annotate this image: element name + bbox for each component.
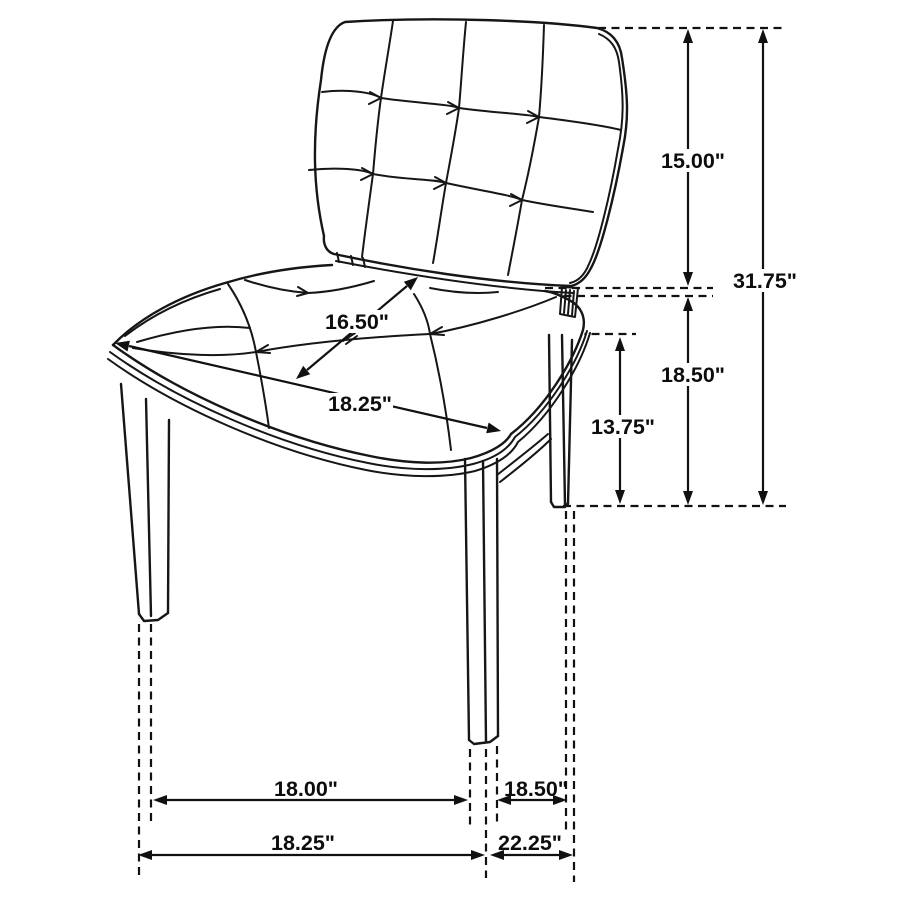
leg-guide-dashes bbox=[139, 511, 574, 882]
chair-leg-left bbox=[121, 384, 169, 621]
chair-drawing bbox=[108, 19, 627, 744]
dim-label-side-span-inner: 18.50" bbox=[504, 777, 568, 801]
dim-label-seat-front-height: 13.75" bbox=[591, 415, 655, 439]
chair-backrest bbox=[309, 19, 627, 286]
dim-front-span-inner bbox=[153, 777, 468, 805]
dim-label-back-cushion-height: 15.00" bbox=[661, 149, 725, 173]
dim-side-span-inner bbox=[497, 777, 568, 805]
dim-label-front-span-outer: 18.25" bbox=[271, 831, 335, 855]
dim-label-seat-back-to-floor: 18.50" bbox=[661, 363, 725, 387]
dim-side-span-outer bbox=[490, 831, 573, 860]
chair-leg-front bbox=[465, 459, 498, 744]
dim-label-overall-height: 31.75" bbox=[733, 269, 797, 293]
dim-label-seat-width: 18.25" bbox=[328, 392, 392, 416]
dim-label-side-span-outer: 22.25" bbox=[498, 831, 562, 855]
dim-front-span-outer bbox=[138, 831, 485, 860]
chair-seat bbox=[108, 265, 590, 476]
dim-label-front-span-inner: 18.00" bbox=[274, 777, 338, 801]
dim-seat-back-to-floor bbox=[683, 297, 693, 505]
dim-overall-height bbox=[758, 29, 768, 505]
dim-label-seat-depth: 16.50" bbox=[325, 310, 389, 334]
